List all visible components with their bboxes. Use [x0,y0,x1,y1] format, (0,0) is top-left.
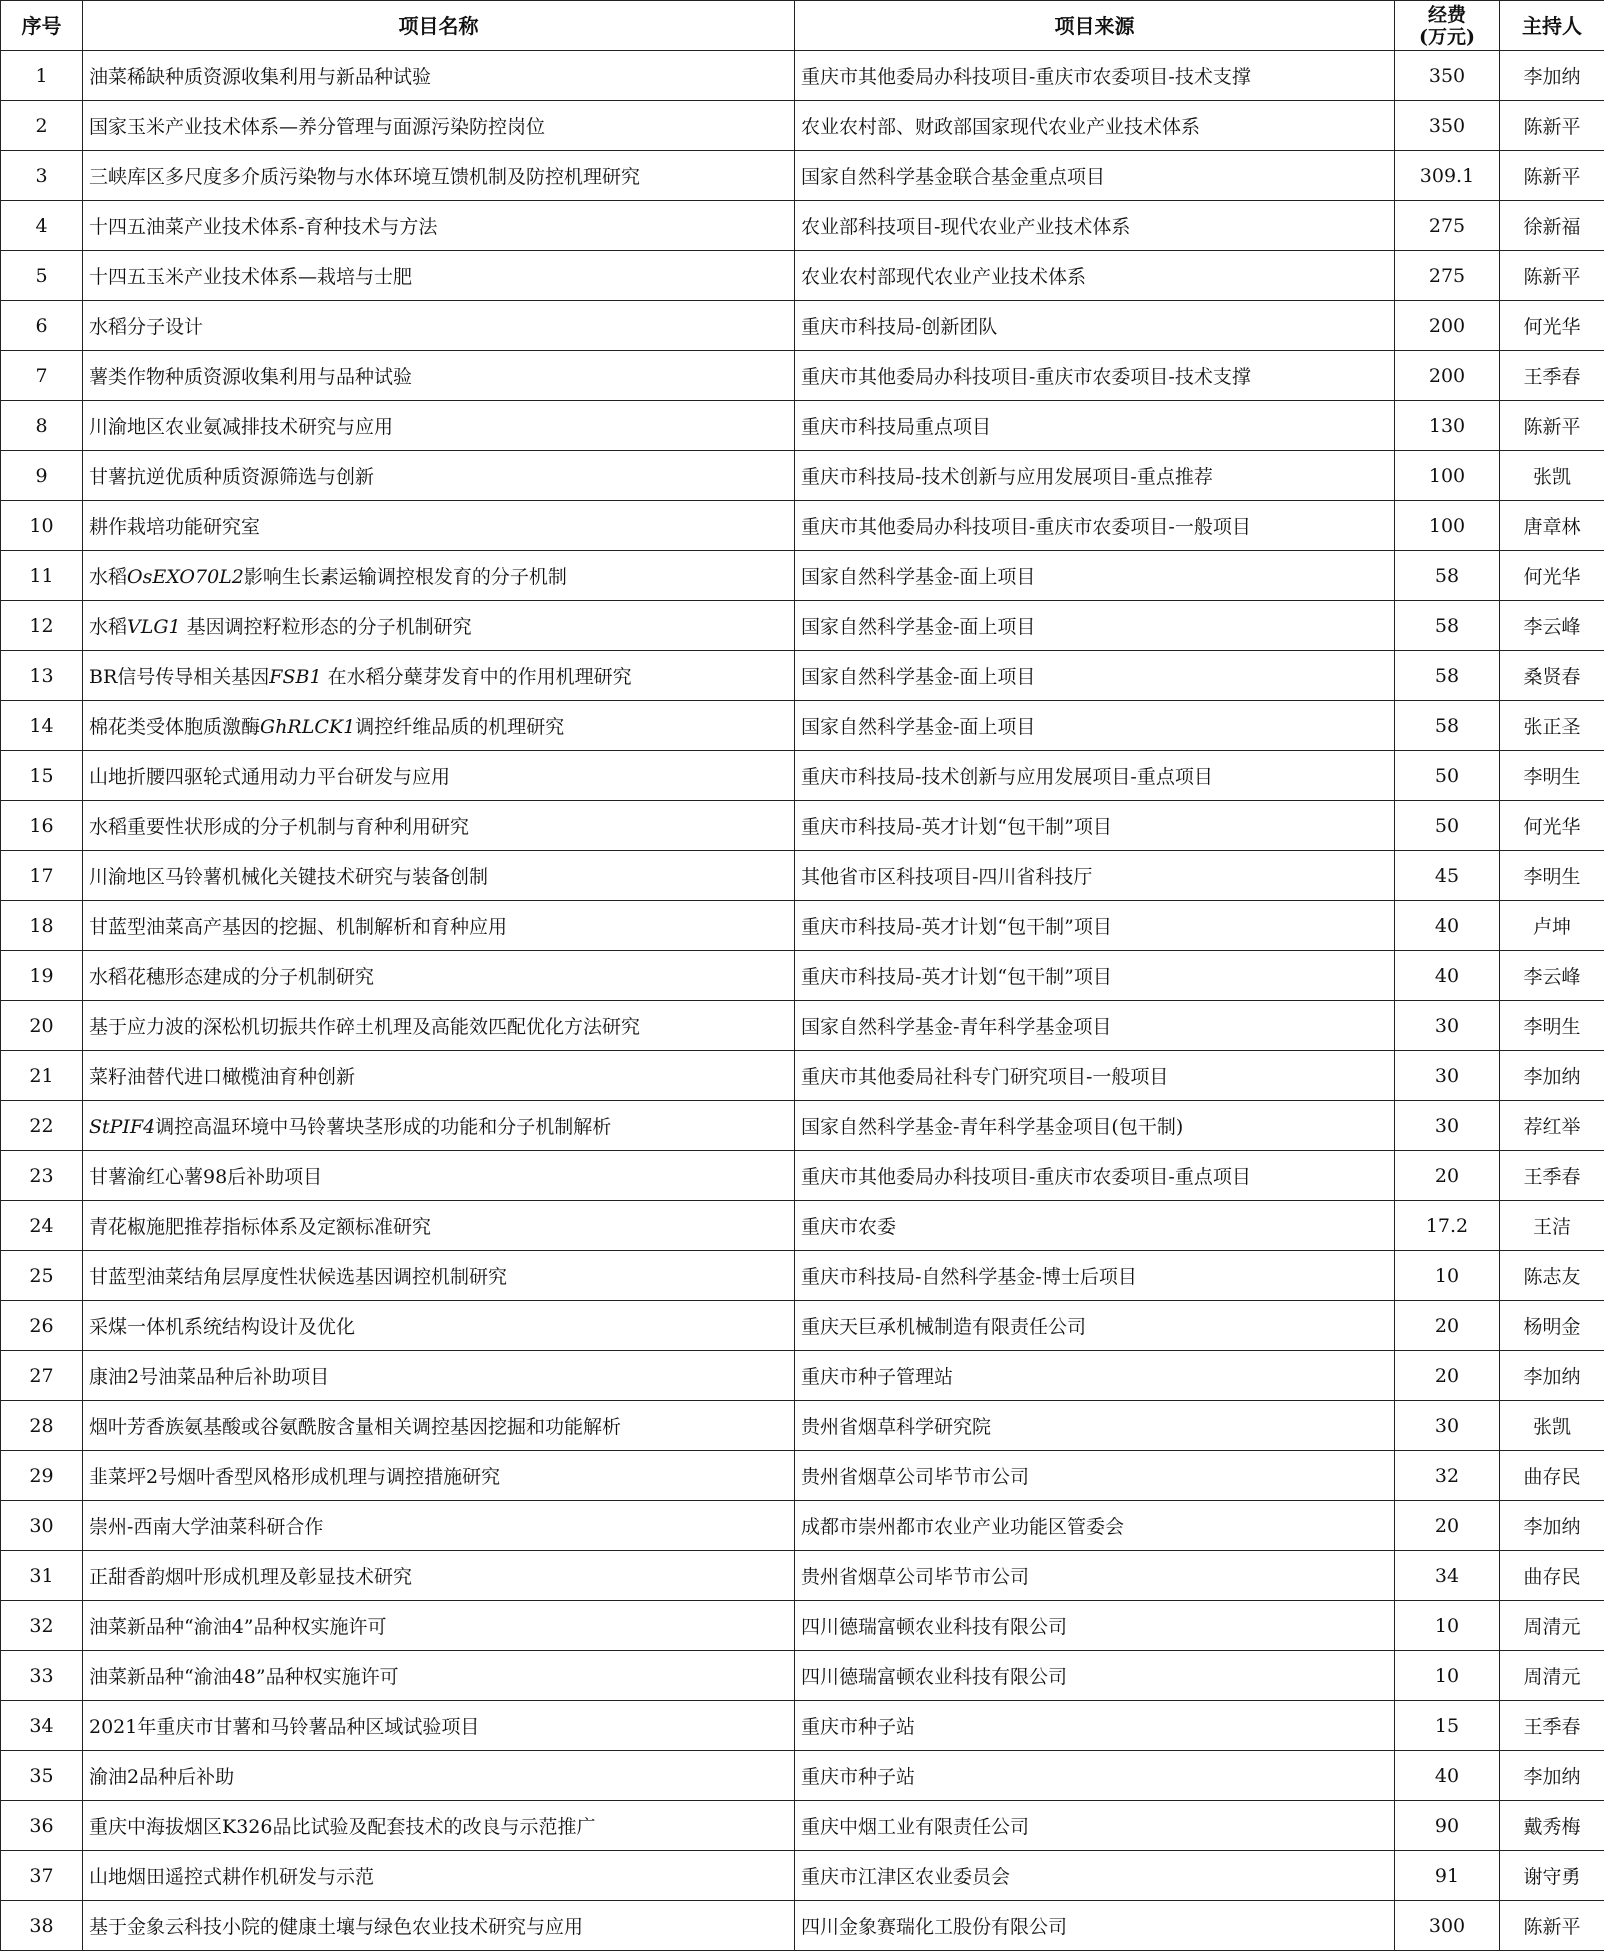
project-name-text: 在水稻分蘖芽发育中的作用机理研究 [321,666,632,688]
project-source: 重庆市科技局-英才计划“包干制”项目 [795,901,1395,951]
row-number: 36 [1,1801,83,1851]
table-row [1,451,1604,501]
row-number: 16 [1,801,83,851]
project-name: 甘蓝型油菜结角层厚度性状候选基因调控机制研究 [83,1251,795,1301]
table-row [1,701,1604,751]
row-number: 4 [1,201,83,251]
project-name: 油菜稀缺种质资源收集利用与新品种试验 [83,51,795,101]
row-number: 26 [1,1301,83,1351]
table-row [1,1851,1604,1901]
project-source: 重庆市科技局-技术创新与应用发展项目-重点项目 [795,751,1395,801]
project-source: 重庆天巨承机械制造有限责任公司 [795,1301,1395,1351]
project-pi: 王季春 [1500,1151,1604,1201]
project-source: 贵州省烟草科学研究院 [795,1401,1395,1451]
project-source: 重庆市种子站 [795,1701,1395,1751]
project-name: 康油2号油菜品种后补助项目 [83,1351,795,1401]
project-name: 耕作栽培功能研究室 [83,501,795,551]
header-fee-line1: 经费 [1427,3,1466,26]
project-source: 国家自然科学基金联合基金重点项目 [795,151,1395,201]
project-pi: 周清元 [1500,1651,1604,1701]
project-source: 重庆市其他委局办科技项目-重庆市农委项目-重点项目 [795,1151,1395,1201]
row-number: 38 [1,1901,83,1951]
project-name: 川渝地区马铃薯机械化关键技术研究与装备创制 [83,851,795,901]
table-row [1,1901,1604,1951]
project-fee: 100 [1395,501,1500,551]
project-pi: 李明生 [1500,1001,1604,1051]
project-name: 甘薯渝红心薯98后补助项目 [83,1151,795,1201]
table-row [1,751,1604,801]
project-source: 贵州省烟草公司毕节市公司 [795,1451,1395,1501]
project-fee: 58 [1395,651,1500,701]
project-name: 2021年重庆市甘薯和马铃薯品种区域试验项目 [83,1701,795,1751]
gene-name: FSB1 [269,666,322,688]
row-number: 23 [1,1151,83,1201]
project-fee: 50 [1395,751,1500,801]
table-row [1,201,1604,251]
gene-name: OsEXO70L2 [127,566,244,588]
table-row [1,301,1604,351]
project-pi: 李云峰 [1500,601,1604,651]
row-number: 31 [1,1551,83,1601]
project-name: 崇州-西南大学油菜科研合作 [83,1501,795,1551]
project-name: 烟叶芳香族氨基酸或谷氨酰胺含量相关调控基因挖掘和功能解析 [83,1401,795,1451]
table-row [1,1151,1604,1201]
table-row [1,151,1604,201]
project-fee: 30 [1395,1101,1500,1151]
project-pi: 谢守勇 [1500,1851,1604,1901]
header-pi: 主持人 [1500,1,1604,51]
project-pi: 何光华 [1500,551,1604,601]
project-name: 甘薯抗逆优质种质资源筛选与创新 [83,451,795,501]
row-number: 20 [1,1001,83,1051]
table-row [1,351,1604,401]
project-pi: 张正圣 [1500,701,1604,751]
project-fee: 30 [1395,1051,1500,1101]
header-name: 项目名称 [83,1,795,51]
table-body [1,51,1604,1951]
table-row [1,1551,1604,1601]
project-source: 重庆市种子站 [795,1751,1395,1801]
project-pi: 唐章林 [1500,501,1604,551]
project-name-text: 影响生长素运输调控根发育的分子机制 [243,566,567,588]
row-number: 19 [1,951,83,1001]
project-source: 重庆市科技局-英才计划“包干制”项目 [795,801,1395,851]
project-name: 油菜新品种“渝油48”品种权实施许可 [83,1651,795,1701]
project-source: 农业部科技项目-现代农业产业技术体系 [795,201,1395,251]
project-pi: 张凯 [1500,1401,1604,1451]
table-row [1,1001,1604,1051]
gene-name: StPIF4 [89,1116,156,1138]
project-pi: 王洁 [1500,1201,1604,1251]
row-number: 10 [1,501,83,551]
header-fee-line2: (万元) [1419,25,1475,48]
table-row [1,1651,1604,1701]
table-row [1,1801,1604,1851]
project-source: 国家自然科学基金-青年科学基金项目(包干制) [795,1101,1395,1151]
project-fee: 10 [1395,1601,1500,1651]
project-source: 重庆市科技局-英才计划“包干制”项目 [795,951,1395,1001]
header-fee [1395,1,1500,51]
project-fee: 20 [1395,1501,1500,1551]
project-name: 重庆中海拔烟区K326品比试验及配套技术的改良与示范推广 [83,1801,795,1851]
project-pi: 李明生 [1500,751,1604,801]
project-pi: 陈新平 [1500,1901,1604,1951]
table-row [1,951,1604,1001]
project-fee: 309.1 [1395,151,1500,201]
project-pi: 桑贤春 [1500,651,1604,701]
row-number: 8 [1,401,83,451]
project-source: 重庆市农委 [795,1201,1395,1251]
table-row [1,51,1604,101]
row-number: 5 [1,251,83,301]
row-number: 35 [1,1751,83,1801]
project-pi: 陈新平 [1500,401,1604,451]
row-number: 14 [1,701,83,751]
table-row [1,1201,1604,1251]
project-source: 重庆市科技局重点项目 [795,401,1395,451]
project-pi: 陈新平 [1500,151,1604,201]
project-fee: 32 [1395,1451,1500,1501]
project-name-text: 棉花类受体胞质激酶 [89,716,261,738]
table-row [1,1051,1604,1101]
row-number: 1 [1,51,83,101]
row-number: 11 [1,551,83,601]
project-name: 渝油2品种后补助 [83,1751,795,1801]
row-number: 15 [1,751,83,801]
project-name: 川渝地区农业氨减排技术研究与应用 [83,401,795,451]
project-fee: 10 [1395,1651,1500,1701]
project-pi: 徐新福 [1500,201,1604,251]
project-fee: 275 [1395,251,1500,301]
project-source: 其他省市区科技项目-四川省科技厅 [795,851,1395,901]
project-fee: 20 [1395,1351,1500,1401]
project-name-text: 基因调控籽粒形态的分子机制研究 [180,616,472,638]
project-source: 重庆市其他委局社科专门研究项目-一般项目 [795,1051,1395,1101]
project-pi: 李云峰 [1500,951,1604,1001]
project-pi: 荐红举 [1500,1101,1604,1151]
project-fee: 275 [1395,201,1500,251]
project-fee: 58 [1395,701,1500,751]
project-fee: 34 [1395,1551,1500,1601]
project-pi: 李明生 [1500,851,1604,901]
project-source: 重庆中烟工业有限责任公司 [795,1801,1395,1851]
project-pi: 王季春 [1500,351,1604,401]
project-fee: 30 [1395,1001,1500,1051]
project-name: 菜籽油替代进口橄榄油育种创新 [83,1051,795,1101]
project-fee: 350 [1395,101,1500,151]
row-number: 3 [1,151,83,201]
project-pi: 卢坤 [1500,901,1604,951]
row-number: 2 [1,101,83,151]
project-fee: 90 [1395,1801,1500,1851]
table-header-row [1,1,1604,51]
project-name: 三峡库区多尺度多介质污染物与水体环境互馈机制及防控机理研究 [83,151,795,201]
project-pi: 陈志友 [1500,1251,1604,1301]
project-source: 国家自然科学基金-面上项目 [795,701,1395,751]
row-number: 7 [1,351,83,401]
row-number: 22 [1,1101,83,1151]
project-name-text: 调控高温环境中马铃薯块茎形成的功能和分子机制解析 [155,1116,612,1138]
project-fee: 58 [1395,551,1500,601]
project-fee: 100 [1395,451,1500,501]
row-number: 21 [1,1051,83,1101]
row-number: 34 [1,1701,83,1751]
project-fee: 300 [1395,1901,1500,1951]
row-number: 28 [1,1401,83,1451]
project-fee: 200 [1395,301,1500,351]
project-source: 重庆市其他委局办科技项目-重庆市农委项目-技术支撑 [795,351,1395,401]
row-number: 17 [1,851,83,901]
row-number: 29 [1,1451,83,1501]
project-name: 水稻分子设计 [83,301,795,351]
project-fee: 40 [1395,901,1500,951]
project-name: 采煤一体机系统结构设计及优化 [83,1301,795,1351]
project-source: 重庆市其他委局办科技项目-重庆市农委项目-一般项目 [795,501,1395,551]
project-name: 正甜香韵烟叶形成机理及彰显技术研究 [83,1551,795,1601]
project-name [83,1101,795,1151]
project-fee: 15 [1395,1701,1500,1751]
table-row [1,851,1604,901]
project-pi: 陈新平 [1500,251,1604,301]
project-fee: 17.2 [1395,1201,1500,1251]
project-pi: 周清元 [1500,1601,1604,1651]
project-fee: 40 [1395,1751,1500,1801]
table-row [1,1401,1604,1451]
row-number: 9 [1,451,83,501]
gene-name: GhRLCK1 [260,716,356,738]
row-number: 27 [1,1351,83,1401]
project-source: 四川德瑞富顿农业科技有限公司 [795,1601,1395,1651]
project-name: 水稻重要性状形成的分子机制与育种利用研究 [83,801,795,851]
project-source: 重庆市种子管理站 [795,1351,1395,1401]
table-row [1,1601,1604,1651]
project-pi: 李加纳 [1500,1501,1604,1551]
row-number: 18 [1,901,83,951]
table-row [1,251,1604,301]
row-number: 37 [1,1851,83,1901]
project-name: 国家玉米产业技术体系—养分管理与面源污染防控岗位 [83,101,795,151]
project-name: 基于应力波的深松机切振共作碎土机理及高能效匹配优化方法研究 [83,1001,795,1051]
gene-name: VLG1 [127,616,181,638]
project-source: 国家自然科学基金-青年科学基金项目 [795,1001,1395,1051]
project-fee: 30 [1395,1401,1500,1451]
project-name: 水稻花穗形态建成的分子机制研究 [83,951,795,1001]
table-row [1,1751,1604,1801]
table-row [1,501,1604,551]
project-source: 四川金象赛瑞化工股份有限公司 [795,1901,1395,1951]
project-source: 贵州省烟草公司毕节市公司 [795,1551,1395,1601]
project-pi: 李加纳 [1500,1351,1604,1401]
project-name: 青花椒施肥推荐指标体系及定额标准研究 [83,1201,795,1251]
table-row [1,601,1604,651]
project-source: 重庆市科技局-自然科学基金-博士后项目 [795,1251,1395,1301]
row-number: 12 [1,601,83,651]
table-row [1,1301,1604,1351]
table-row [1,801,1604,851]
project-source: 国家自然科学基金-面上项目 [795,551,1395,601]
project-pi: 何光华 [1500,801,1604,851]
project-name: 十四五油菜产业技术体系-育种技术与方法 [83,201,795,251]
project-pi: 李加纳 [1500,1051,1604,1101]
project-fee: 200 [1395,351,1500,401]
project-source: 重庆市科技局-技术创新与应用发展项目-重点推荐 [795,451,1395,501]
table-row [1,1251,1604,1301]
project-name: 十四五玉米产业技术体系—栽培与士肥 [83,251,795,301]
project-source: 农业农村部现代农业产业技术体系 [795,251,1395,301]
project-pi: 张凯 [1500,451,1604,501]
table-row [1,1501,1604,1551]
project-fee: 20 [1395,1151,1500,1201]
row-number: 13 [1,651,83,701]
project-source: 重庆市江津区农业委员会 [795,1851,1395,1901]
project-fee: 50 [1395,801,1500,851]
row-number: 30 [1,1501,83,1551]
project-name: 基于金象云科技小院的健康土壤与绿色农业技术研究与应用 [83,1901,795,1951]
project-name [83,651,795,701]
project-name [83,701,795,751]
project-pi: 曲存民 [1500,1551,1604,1601]
project-name: 山地烟田遥控式耕作机研发与示范 [83,1851,795,1901]
project-fee: 10 [1395,1251,1500,1301]
project-name: 甘蓝型油菜高产基因的挖掘、机制解析和育种应用 [83,901,795,951]
row-number: 33 [1,1651,83,1701]
project-name: 山地折腰四驱轮式通用动力平台研发与应用 [83,751,795,801]
row-number: 25 [1,1251,83,1301]
table-row [1,401,1604,451]
table-row [1,1451,1604,1501]
project-pi: 陈新平 [1500,101,1604,151]
project-source: 重庆市其他委局办科技项目-重庆市农委项目-技术支撑 [795,51,1395,101]
project-source: 国家自然科学基金-面上项目 [795,651,1395,701]
table-row [1,1701,1604,1751]
project-name [83,551,795,601]
project-name: 韭菜坪2号烟叶香型风格形成机理与调控措施研究 [83,1451,795,1501]
project-pi: 李加纳 [1500,51,1604,101]
table-row [1,101,1604,151]
project-source: 农业农村部、财政部国家现代农业产业技术体系 [795,101,1395,151]
table-row [1,651,1604,701]
table-row [1,1101,1604,1151]
project-name-text: 调控纤维品质的机理研究 [355,716,565,738]
table-row [1,901,1604,951]
project-fee: 20 [1395,1301,1500,1351]
project-source: 国家自然科学基金-面上项目 [795,601,1395,651]
header-source: 项目来源 [795,1,1395,51]
project-fee: 45 [1395,851,1500,901]
project-source: 四川德瑞富顿农业科技有限公司 [795,1651,1395,1701]
project-fee: 350 [1395,51,1500,101]
project-name [83,601,795,651]
project-pi: 戴秀梅 [1500,1801,1604,1851]
header-num: 序号 [1,1,83,51]
project-name-text: BR信号传导相关基因 [89,666,270,688]
project-name-text: 水稻 [89,566,128,588]
table-row [1,1351,1604,1401]
project-source: 重庆市科技局-创新团队 [795,301,1395,351]
table-row [1,551,1604,601]
row-number: 24 [1,1201,83,1251]
project-name: 薯类作物种质资源收集利用与品种试验 [83,351,795,401]
project-pi: 曲存民 [1500,1451,1604,1501]
project-name-text: 水稻 [89,616,128,638]
project-pi: 李加纳 [1500,1751,1604,1801]
project-fee: 58 [1395,601,1500,651]
project-name: 油菜新品种“渝油4”品种权实施许可 [83,1601,795,1651]
project-fee: 40 [1395,951,1500,1001]
project-pi: 王季春 [1500,1701,1604,1751]
project-source: 成都市崇州都市农业产业功能区管委会 [795,1501,1395,1551]
project-pi: 何光华 [1500,301,1604,351]
project-fee: 91 [1395,1851,1500,1901]
project-fee: 130 [1395,401,1500,451]
row-number: 6 [1,301,83,351]
project-pi: 杨明金 [1500,1301,1604,1351]
row-number: 32 [1,1601,83,1651]
